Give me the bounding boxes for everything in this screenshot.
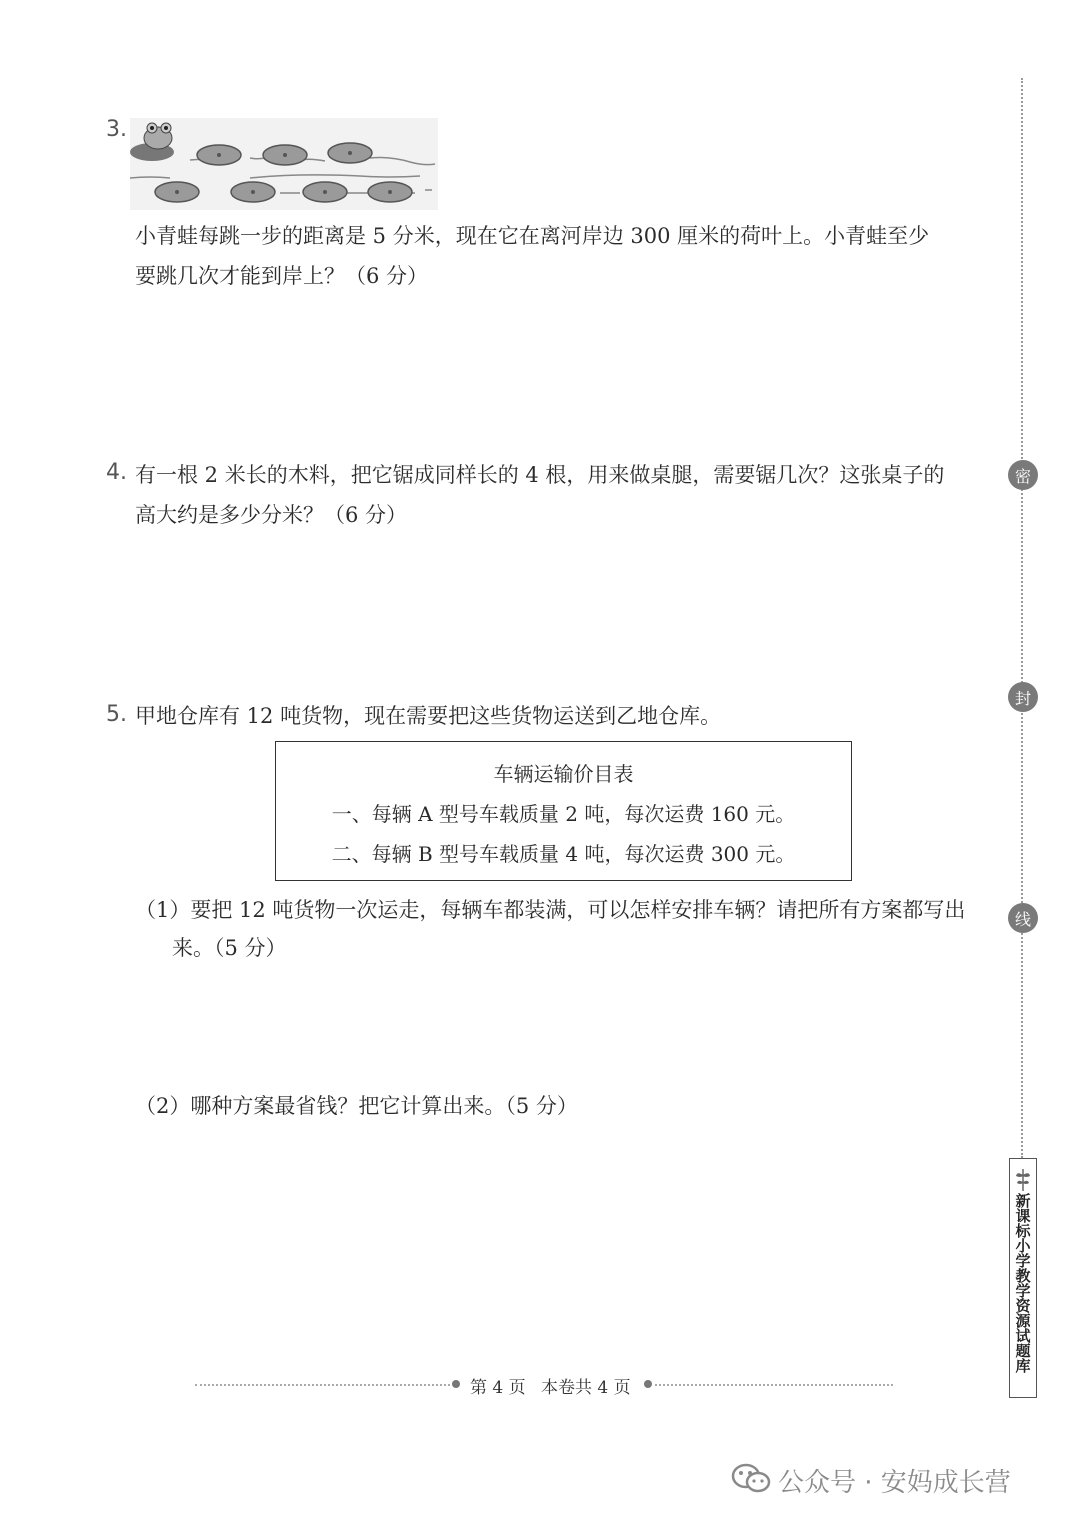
brand-label-box [1009,1158,1037,1398]
price-table-row-a: 一、每辆 A 型号车载质量 2 吨，每次运费 160 元。 [331,802,796,826]
question-5-number: 5. [106,702,127,727]
seal-mark-mi: 密 [1008,460,1038,490]
seal-mark-xian: 线 [1008,903,1038,933]
question-5-sub-2: （2）哪种方案最省钱？把它计算出来。（5 分） [135,1094,578,1118]
question-5-sub-1-line-2: 来。（5 分） [172,936,287,960]
question-3-line-2: 要跳几次才能到岸上？（6 分） [135,264,429,288]
watermark-text: 公众号 · 安妈成长营 [778,1468,1011,1498]
footer-dot-right [644,1380,652,1388]
footer-dotted-line-left [195,1384,450,1386]
footer-page-number: 第 4 页 [470,1378,526,1398]
leaf-logo-icon [1014,1167,1032,1193]
seal-mark-feng: 封 [1008,682,1038,712]
question-4-line-1: 有一根 2 米长的木料，把它锯成同样长的 4 根，用来做桌腿，需要锯几次？这张桌子的 [135,463,945,487]
footer-total-pages: 本卷共 4 页 [541,1378,631,1398]
footer-dot-left [452,1380,460,1388]
transport-price-table [275,741,852,881]
question-5-sub-1-line-1: （1）要把 12 吨货物一次运走，每辆车都装满，可以怎样安排车辆？请把所有方案都写出 [135,898,966,922]
question-3-line-1: 小青蛙每跳一步的距离是 5 分米，现在它在离河岸边 300 厘米的荷叶上。小青蛙至少 [135,224,930,248]
seal-dotted-line [1021,78,1023,1158]
question-4-number: 4. [106,460,127,485]
wechat-icon [731,1462,771,1494]
brand-label: 新课标小学教学资源试题库 [1013,1193,1032,1373]
question-4-line-2: 高大约是多少分米？（6 分） [135,503,408,527]
question-5-line-1: 甲地仓库有 12 吨货物，现在需要把这些货物运送到乙地仓库。 [135,704,722,728]
question-3-number: 3. [106,117,127,142]
footer-dotted-line-right [655,1384,893,1386]
price-table-row-b: 二、每辆 B 型号车载质量 4 吨，每次运费 300 元。 [331,842,796,866]
frog-lily-pad-illustration [130,118,438,210]
price-table-title: 车辆运输价目表 [493,762,634,786]
